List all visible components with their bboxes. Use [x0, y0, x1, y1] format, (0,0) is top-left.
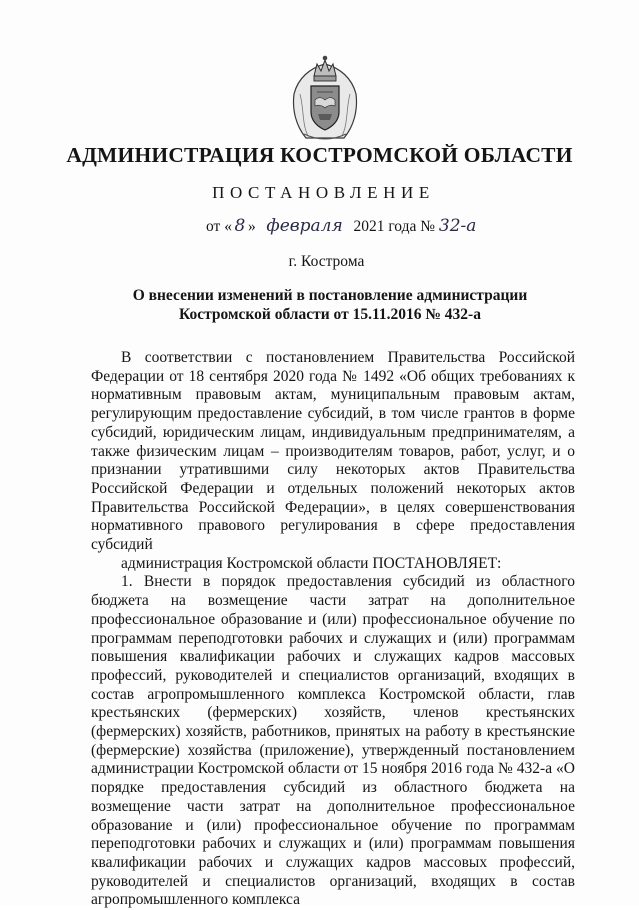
handwritten-day: 8	[234, 216, 246, 236]
resolution-paragraph: администрация Костромской области ПОСТАНОВЛЯЕТ:	[121, 554, 502, 572]
document-type: ПОСТАНОВЛЕНИЕ	[212, 183, 435, 202]
city-line: г. Кострома	[288, 253, 365, 270]
item-1-paragraph: 1. Внести в порядок предоставления субсидий из областного бюджета на возмещение части затрат на дополнительное профессиональное образование и (или) профессиональное обучение по программам переподготовки рабочих и служащих и (или) программам повышения квалификации рабочих и служащих кадров массовых профессий, руководителей и специалистов организаций, входящих в состав агропромышленного комплекса Костромской области, глав крестьянских (фермерских) хозяйств, членов крестьянских (фермерских) хозяйств, работников, принятых на работу в крестьянские (фермерские) хозяйства (приложение), утвержденный постановлением администрации Костромской области от 15 ноября 2016 года № 432-а «О порядке предоставления субсидий из областного бюджета на возмещение части затрат на дополнительное профессиональное образование и (или) профессиональное обучение по программам переподготовки рабочих и служащих и (или) программам повышения квалификации рабочих и служащих кадров массовых профессий, руководителей и специалистов организаций, входящих в состав агропромышленного комплекса	[91, 573, 575, 909]
date-prefix: от «	[206, 218, 232, 235]
handwritten-document-number: 32-а	[438, 216, 477, 236]
preamble-paragraph: В соответствии с постановлением Правительства Российской Федерации от 18 сентября 2020 года № 1492 «Об общих требованиях к нормативным правовым актам, муниципальным правовым актам, регулирующим предоставление субсидий, в том числе грантов в форме субсидий, юридическим лицам, индивидуальным предпринимателям, а также физическим лицам – производителям товаров, работ, услуг, и о признании утратившими силу некоторых актов Правительства Российской Федерации и отдельных положений некоторых актов Правительства Российской Федерации», в целях совершенствования нормативного правового регулирования в сфере предоставления субсидий	[91, 349, 575, 554]
organization-title: АДМИНИСТРАЦИЯ КОСТРОМСКОЙ ОБЛАСТИ	[66, 143, 573, 167]
handwritten-month: февраля	[266, 216, 343, 236]
document-body	[91, 349, 575, 910]
date-year-text: 2021 года №	[353, 218, 436, 235]
subject-line: Костромской области от 15.11.2016 № 432-а	[179, 306, 481, 323]
date-mid: »	[247, 218, 256, 235]
document-subject	[120, 286, 540, 324]
date-line	[206, 216, 483, 236]
kostroma-coat-of-arms-icon	[290, 54, 360, 142]
subject-line: О внесении изменений в постановление администрации	[132, 287, 528, 304]
